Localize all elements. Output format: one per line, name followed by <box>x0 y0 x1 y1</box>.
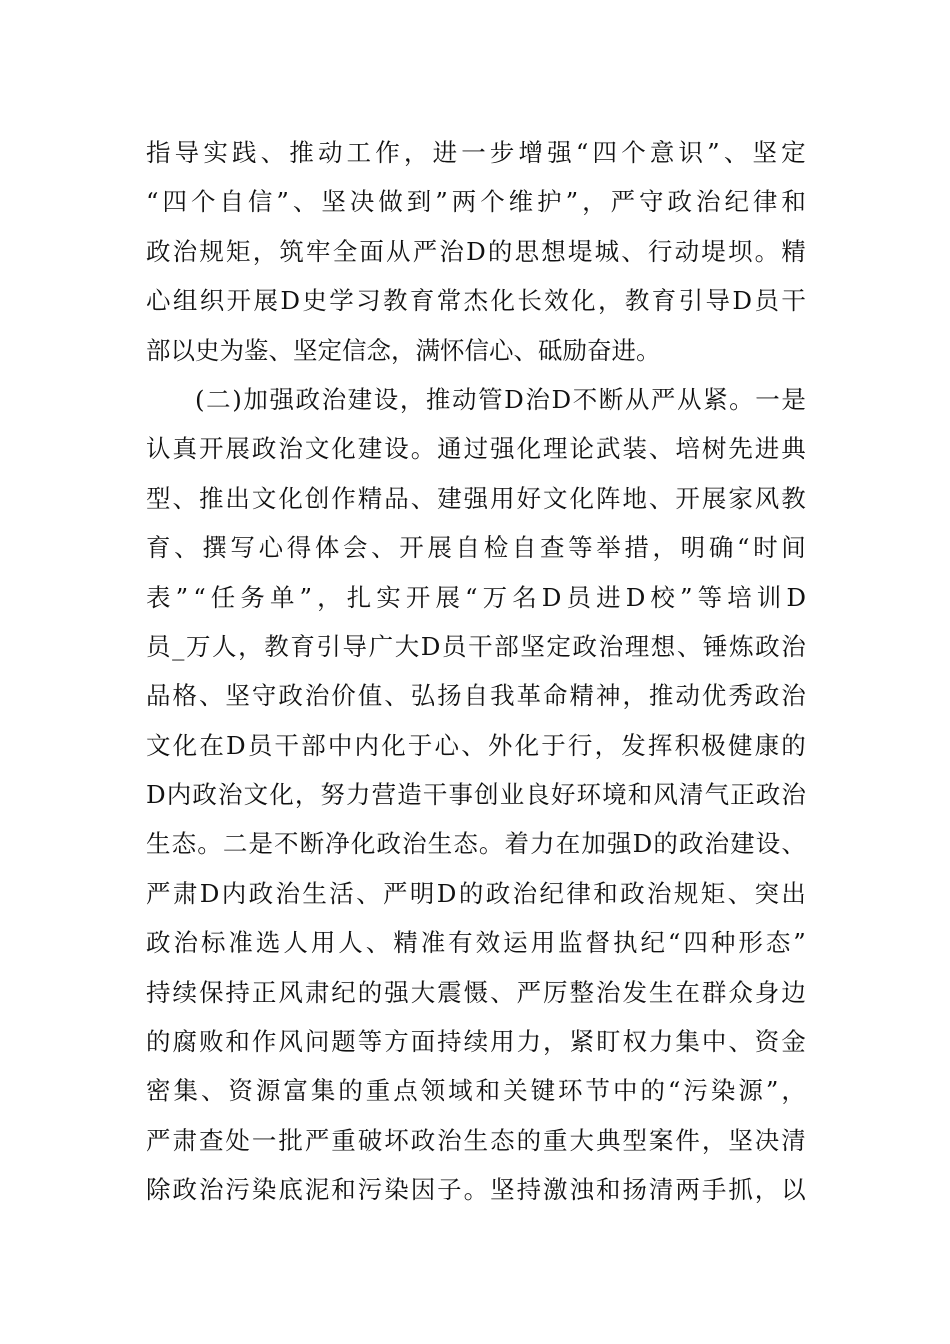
text-line: 的 腐 败 和 作 风 问 题 等 方 面 持 续 用 力 ， 紧 盯 权 力 集 中 、 资 金 <box>146 1027 806 1057</box>
text-line: 品 格 、 坚 守 政 治 价 值 、 弘 扬 自 我 革 命 精 神 ， 推 动 优 秀 政 治 <box>146 681 806 711</box>
text-line: 政 治 标 准 选 人 用 人 、 精 准 有 效 运 用 监 督 执 纪 “ 四 种 形 态 ” <box>146 928 806 958</box>
text-line: 政 治 规 矩 ， 筑 牢 全 面 从 严 治 D 的 思 想 堤 城 、 行 动 堤 坝 。 精 <box>146 236 806 266</box>
text-line: 部 以 史 为 鉴 、 坚 定 信 念 ， 满 怀 信 心 、 砥 励 奋 进 。 <box>146 335 661 365</box>
text-line: 严 肃 D 内 政 治 生 活 、 严 明 D 的 政 治 纪 律 和 政 治 规 矩 、 突 出 <box>146 878 806 908</box>
text-line: 心 组 织 开 展 D 史 学 习 教 育 常 杰 化 长 效 化 ， 教 育 引 导 D 员 干 <box>146 286 806 316</box>
text-line: 生 态 。 二 是 不 断 净 化 政 治 生 态 。 着 力 在 加 强 D 的 政 治 建 设 、 <box>146 829 806 859</box>
text-line: 指 导 实 践 、 推 动 工 作 ， 进 一 步 增 强 “ 四 个 意 识 ” 、 坚 定 <box>146 138 806 167</box>
text-line: 认 真 开 展 政 治 文 化 建 设 。 通 过 强 化 理 论 武 装 、 培 树 先 进 典 <box>146 434 806 464</box>
text-line: D 内 政 治 文 化 ， 努 力 营 造 干 事 创 业 良 好 环 境 和 风 清 气 正 政 治 <box>146 780 806 810</box>
text-line: “ 四 个 自 信 ” 、 坚 决 做 到 ” 两 个 维 护 ” ， 严 守 政 治 纪 律 和 <box>146 187 806 217</box>
text-line: 型 、 推 出 文 化 创 作 精 品 、 建 强 用 好 文 化 阵 地 、 开 展 家 风 教 <box>146 483 806 513</box>
text-line: ( 二 ) 加 强 政 治 建 设 ， 推 动 管 D 治 D 不 断 从 严 从 紧 。 一 是 <box>195 384 806 414</box>
text-line: 文 化 在 D 员 干 部 中 内 化 于 心 、 外 化 于 行 ， 发 挥 积 极 健 康 的 <box>146 730 806 760</box>
text-line: 密 集 、 资 源 富 集 的 重 点 领 域 和 关 键 环 节 中 的 “ 污 染 源 ” ， <box>146 1076 806 1106</box>
text-line: 严 肃 查 处 一 批 严 重 破 坏 政 治 生 态 的 重 大 典 型 案 件 ， 坚 决 清 <box>146 1125 806 1155</box>
text-line: 除 政 治 污 染 底 泥 和 污 染 因 子 。 坚 持 激 浊 和 扬 清 两 手 抓 ， 以 <box>146 1175 806 1205</box>
text-line: 育 、 撰 写 心 得 体 会 、 开 展 自 检 自 查 等 举 措 ， 明 确 “ 时 间 <box>146 533 806 563</box>
text-line: 持 续 保 持 正 风 肃 纪 的 强 大 震 慑 、 严 厉 整 治 发 生 在 群 众 身 边 <box>146 977 806 1007</box>
text-line: 表 ” “ 任 务 单 ” ， 扎 实 开 展 “ 万 名 D 员 进 D 校 ” 等 培 训 D <box>146 582 806 612</box>
text-line: 员 _ 万 人 ， 教 育 引 导 广 大 D 员 干 部 坚 定 政 治 理 想 、 锤 炼 政 治 <box>146 631 806 661</box>
document-body <box>146 128 806 1215</box>
